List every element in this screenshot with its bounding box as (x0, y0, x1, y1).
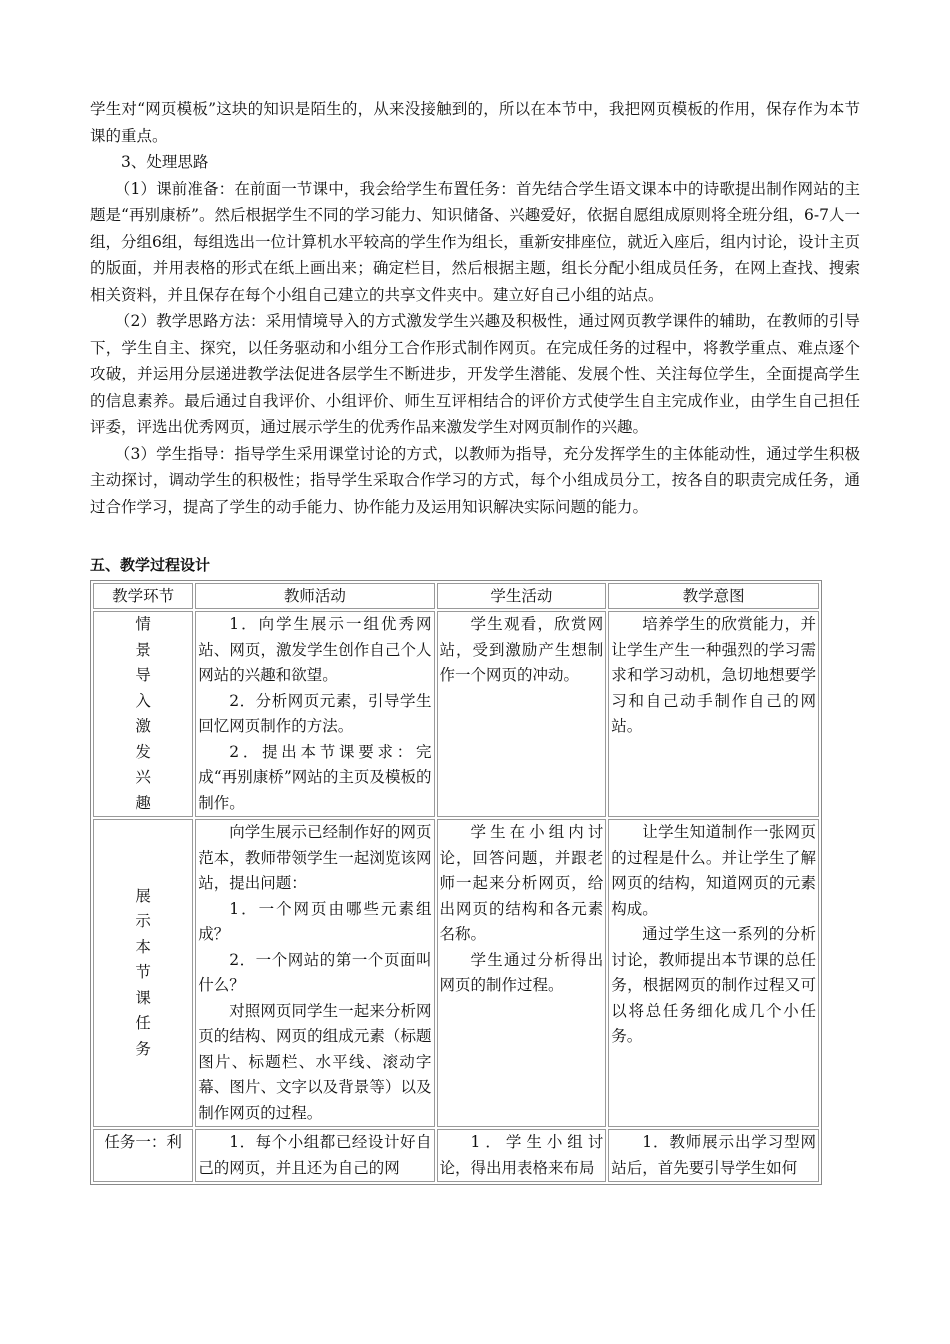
teacher-cell: 1．每个小组都已经设计好自己的网页，并且还为自己的网 (195, 1129, 434, 1182)
document-page (90, 96, 860, 1185)
teacher-cell: 1．向学生展示一组优秀网站、网页，激发学生创作自己个人网站的兴趣和欲望。 2．分析网页元素，引导学生回忆网页制作的方法。 2．提出本节课要求：完成“再别康桥”网站的主页及模板的制作。 (195, 611, 434, 817)
header-teacher: 教师活动 (195, 583, 434, 609)
header-stage: 教学环节 (93, 583, 193, 609)
table-row (93, 611, 819, 817)
table-row (93, 1129, 819, 1182)
approach-item-1: （1）课前准备：在前面一节课中，我会给学生布置任务：首先结合学生语文课本中的诗歌提出制作网站的主题是“再别康桥”。然后根据学生不同的学习能力、知识储备、兴趣爱好，依据自愿组成原则将全班分组，6-7人一组，分组6组，每组选出一位计算机水平较高的学生作为组长，重新安排座位，就近入座后，组内讨论，设计主页的版面，并用表格的形式在纸上画出来；确定栏目，然后根据主题，组长分配小组成员任务，在网上查找、搜索相关资料，并且保存在每个小组自己建立的共享文件夹中。建立好自己小组的站点。 (90, 179, 860, 304)
header-student: 学生活动 (437, 583, 607, 609)
approach-heading: 3、处理思路 (121, 153, 209, 171)
process-table (90, 580, 822, 1185)
student-cell: 学生在小组内讨论，回答问题，并跟老师一起来分析网页，给出网页的结构和各元素名称。 学生通过分析得出网页的制作过程。 (437, 819, 607, 1127)
header-intent: 教学意图 (608, 583, 819, 609)
section-title: 五、教学过程设计 (90, 556, 211, 574)
intent-cell: 1．教师展示出学习型网站后，首先要引导学生如何 (608, 1129, 819, 1182)
table-header-row (93, 583, 819, 609)
student-cell: 1．学生小组讨论，得出用表格来布局 (437, 1129, 607, 1182)
student-cell: 学生观看，欣赏网站，受到激励产生想制作一个网页的冲动。 (437, 611, 607, 817)
stage-cell: 情 景 导 入 激 发 兴 趣 (93, 611, 193, 817)
intent-cell: 培养学生的欣赏能力，并让学生产生一种强烈的学习需求和学习动机，急切地想要学习和自己动手制作自己的网站。 (608, 611, 819, 817)
intent-cell: 让学生知道制作一张网页的过程是什么。并让学生了解网页的结构，知道网页的元素构成。 通过学生这一系列的分析讨论，教师提出本节课的总任务，根据网页的制作过程又可以将总任务细化成几个小任务。 (608, 819, 819, 1127)
approach-item-3: （3）学生指导：指导学生采用课堂讨论的方式，以教师为指导，充分发挥学生的主体能动性，通过学生积极主动探讨，调动学生的积极性；指导学生采取合作学习的方式，每个小组成员分工，按各自的职责完成任务，通过合作学习，提高了学生的动手能力、协作能力及运用知识解决实际问题的能力。 (90, 444, 860, 516)
stage-cell: 任务一：利 (93, 1129, 193, 1182)
approach-item-2: （2）教学思路方法：采用情境导入的方式激发学生兴趣及积极性，通过网页教学课件的辅助，在教师的引导下，学生自主、探究，以任务驱动和小组分工合作形式制作网页。在完成任务的过程中，将教学重点、难点逐个攻破，并运用分层递进教学法促进各层学生不断进步，开发学生潜能、发展个性、关注每位学生，全面提高学生的信息素养。最后通过自我评价、小组评价、师生互评相结合的评价方式使学生自主完成作业，由学生自己担任评委，评选出优秀网页，通过展示学生的优秀作品来激发学生对网页制作的兴趣。 (90, 312, 860, 436)
stage-cell: 展 示 本 节 课 任 务 (93, 819, 193, 1127)
table-row (93, 819, 819, 1127)
teacher-cell: 向学生展示已经制作好的网页范本，教师带领学生一起浏览该网站，提出问题： 1．一个网页由哪些元素组成？ 2．一个网站的第一个页面叫什么？ 对照网页同学生一起来分析网页的结构、网页的组成元素（标题图片、标题栏、水平线、滚动字幕、图片、文字以及背景等）以及制作网页的过程。 (195, 819, 434, 1127)
intro-paragraph: 学生对“网页模板”这块的知识是陌生的，从来没接触到的，所以在本节中，我把网页模板的作用，保存作为本节课的重点。 (90, 100, 860, 145)
